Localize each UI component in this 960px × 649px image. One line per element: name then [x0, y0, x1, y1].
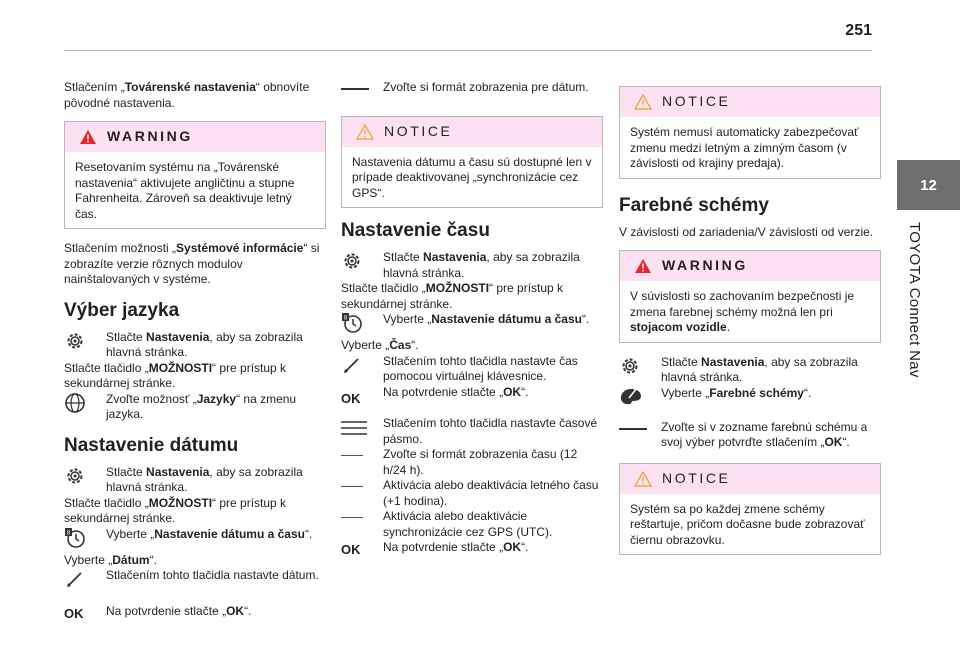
lang-step-options: Stlačte tlačidlo „MOŽNOSTI“ pre prístup k sekundárnej stránke.: [64, 360, 287, 390]
language-icon: [64, 392, 86, 414]
format-icon: [619, 428, 647, 430]
date-step-options: Stlačte tlačidlo „MOŽNOSTI“ pre prístup k sekundárnej stránke.: [64, 495, 287, 525]
gear-icon: [341, 250, 363, 272]
lang-step-languages: Zvoľte možnosť „Jazyky“ na zmenu jazyka.: [64, 392, 326, 423]
lang-step-settings: Stlačte Nastavenia, aby sa zobrazila hlavná stránka.: [64, 330, 326, 361]
color-step-schemes: Vyberte „Farebné schémy“.: [619, 386, 881, 408]
warning-text: Resetovaním systému na „Továrenské nastavenia“ aktivujete angličtinu a stupne Fahrenheita. Zároveň sa deaktivuje letný čas.: [75, 160, 295, 221]
time-step-zone: Stlačením tohto tlačidla nastavte časové pásmo.: [341, 416, 603, 447]
color-step-settings: Stlačte Nastavenia, aby sa zobrazila hlavná stránka.: [619, 355, 881, 386]
column-3: [619, 86, 881, 567]
toggle-line-icon: [341, 455, 363, 456]
clock-icon: [64, 527, 86, 549]
warning-title: WARNING: [662, 257, 748, 274]
column-2: [341, 80, 603, 558]
time-step-dst: Aktivácia alebo deaktivácia letného času (+1 hodina).: [341, 478, 603, 509]
warning-box: [619, 250, 881, 343]
time-heading: Nastavenie času: [341, 220, 490, 241]
palette-icon: [619, 386, 643, 408]
menu-lines-icon: [341, 418, 367, 438]
chapter-tab: 12: [897, 160, 960, 210]
chapter-label: TOYOTA Connect Nav: [906, 222, 923, 378]
time-step-final: OK Na potvrdenie stlačte „OK“.: [341, 540, 529, 557]
pencil-icon: [64, 568, 86, 590]
date-step-date: Vyberte „Dátum“.: [64, 552, 157, 567]
language-heading: Výber jazyka: [64, 299, 180, 321]
notice-text: Systém nemusí automaticky zabezpečovať zmenu medzi letným a zimným časom (v závislosti od krajiny predaja).: [630, 125, 859, 170]
ok-button-icon: OK: [341, 390, 361, 406]
header-divider: [64, 50, 872, 51]
warning-title: WARNING: [107, 128, 193, 145]
color-intro: V závislosti od zariadenia/V závislosti od verzie.: [619, 224, 874, 239]
svg-text:8: 8: [343, 315, 348, 322]
warning-text: V súvislosti so zachovaním bezpečnosti je zmena farebnej schémy možná len pri stojacom vozidle.: [630, 289, 855, 334]
time-step-time: Vyberte „Čas“.: [341, 338, 419, 352]
time-step-settings: Stlačte Nastavenia, aby sa zobrazila hlavná stránka.: [341, 250, 603, 281]
notice-title: NOTICE: [662, 93, 731, 110]
color-step-select: Zvoľte si v zozname farebnú schému a svoj výber potvrďte stlačením „OK“.: [619, 420, 881, 451]
date-step-set: Stlačením tohto tlačidla nastavte dátum.: [64, 568, 326, 590]
toggle-line-icon: [341, 486, 363, 487]
clock-icon: [341, 312, 363, 334]
notice-box-2: [619, 463, 881, 556]
column-1: [64, 80, 326, 622]
factory-reset-text: Stlačením „Továrenské nastavenia“ obnovíte pôvodné nastavenia.: [64, 80, 310, 110]
date-step-settings: Stlačte Nastavenia, aby sa zobrazila hlavná stránka.: [64, 465, 326, 496]
pencil-icon: [341, 354, 363, 376]
date-heading: Nastavenie dátumu: [64, 434, 239, 456]
format-icon: [341, 88, 369, 90]
warning-triangle-icon: [79, 129, 97, 145]
date-format-step: Zvoľte si formát zobrazenia pre dátum.: [341, 80, 603, 96]
page-number: 251: [845, 22, 872, 39]
toggle-line-icon: [341, 517, 363, 518]
gear-icon: [64, 465, 86, 487]
ok-button-icon: OK: [64, 606, 84, 621]
time-step-set: Stlačením tohto tlačidla nastavte čas pomocou virtuálnej klávesnice.: [341, 354, 603, 385]
date-step-datetime: 8 Vyberte „Nastavenie dátumu a času“.: [64, 527, 326, 549]
notice-title: NOTICE: [384, 122, 453, 139]
gear-icon: [619, 355, 641, 377]
system-info-text: Stlačením možnosti „Systémové informácie“ si zobrazíte verzie rôznych modulov nainštalovaných v systéme.: [64, 241, 320, 286]
notice-triangle-icon: [634, 94, 652, 110]
time-step-format: Zvoľte si formát zobrazenia času (12 h/24 h).: [341, 447, 603, 478]
svg-text:8: 8: [66, 530, 71, 536]
notice-triangle-icon: [634, 471, 652, 487]
notice-triangle-icon: [356, 124, 374, 140]
warning-triangle-icon: [634, 258, 652, 274]
date-step-confirm: OK Na potvrdenie stlačte „OK“.: [64, 600, 326, 622]
time-step-options: Stlačte tlačidlo „MOŽNOSTI“ pre prístup k sekundárnej stránke.: [341, 281, 564, 311]
gear-icon: [64, 330, 86, 352]
time-step-confirm: OK Na potvrdenie stlačte „OK“.: [341, 384, 529, 406]
warning-box: [64, 121, 326, 229]
notice-title: NOTICE: [662, 469, 731, 486]
time-step-gps: Aktivácia alebo deaktivácie synchronizácie cez GPS (UTC).: [341, 509, 603, 540]
notice-text: Nastavenia dátumu a času sú dostupné len v prípade deaktivovanej „synchronizácie cez GPS“.: [352, 154, 592, 200]
notice-box: [341, 116, 603, 209]
color-heading: Farebné schémy: [619, 194, 769, 216]
notice-box-1: [619, 86, 881, 179]
time-step-datetime: 8 Vyberte „Nastavenie dátumu a času“.: [341, 312, 603, 334]
notice-text: Systém sa po každej zmene schémy reštartuje, pričom dočasne bude zobrazovať čiernu obrazovku.: [630, 501, 865, 547]
ok-button-icon: OK: [341, 542, 361, 557]
